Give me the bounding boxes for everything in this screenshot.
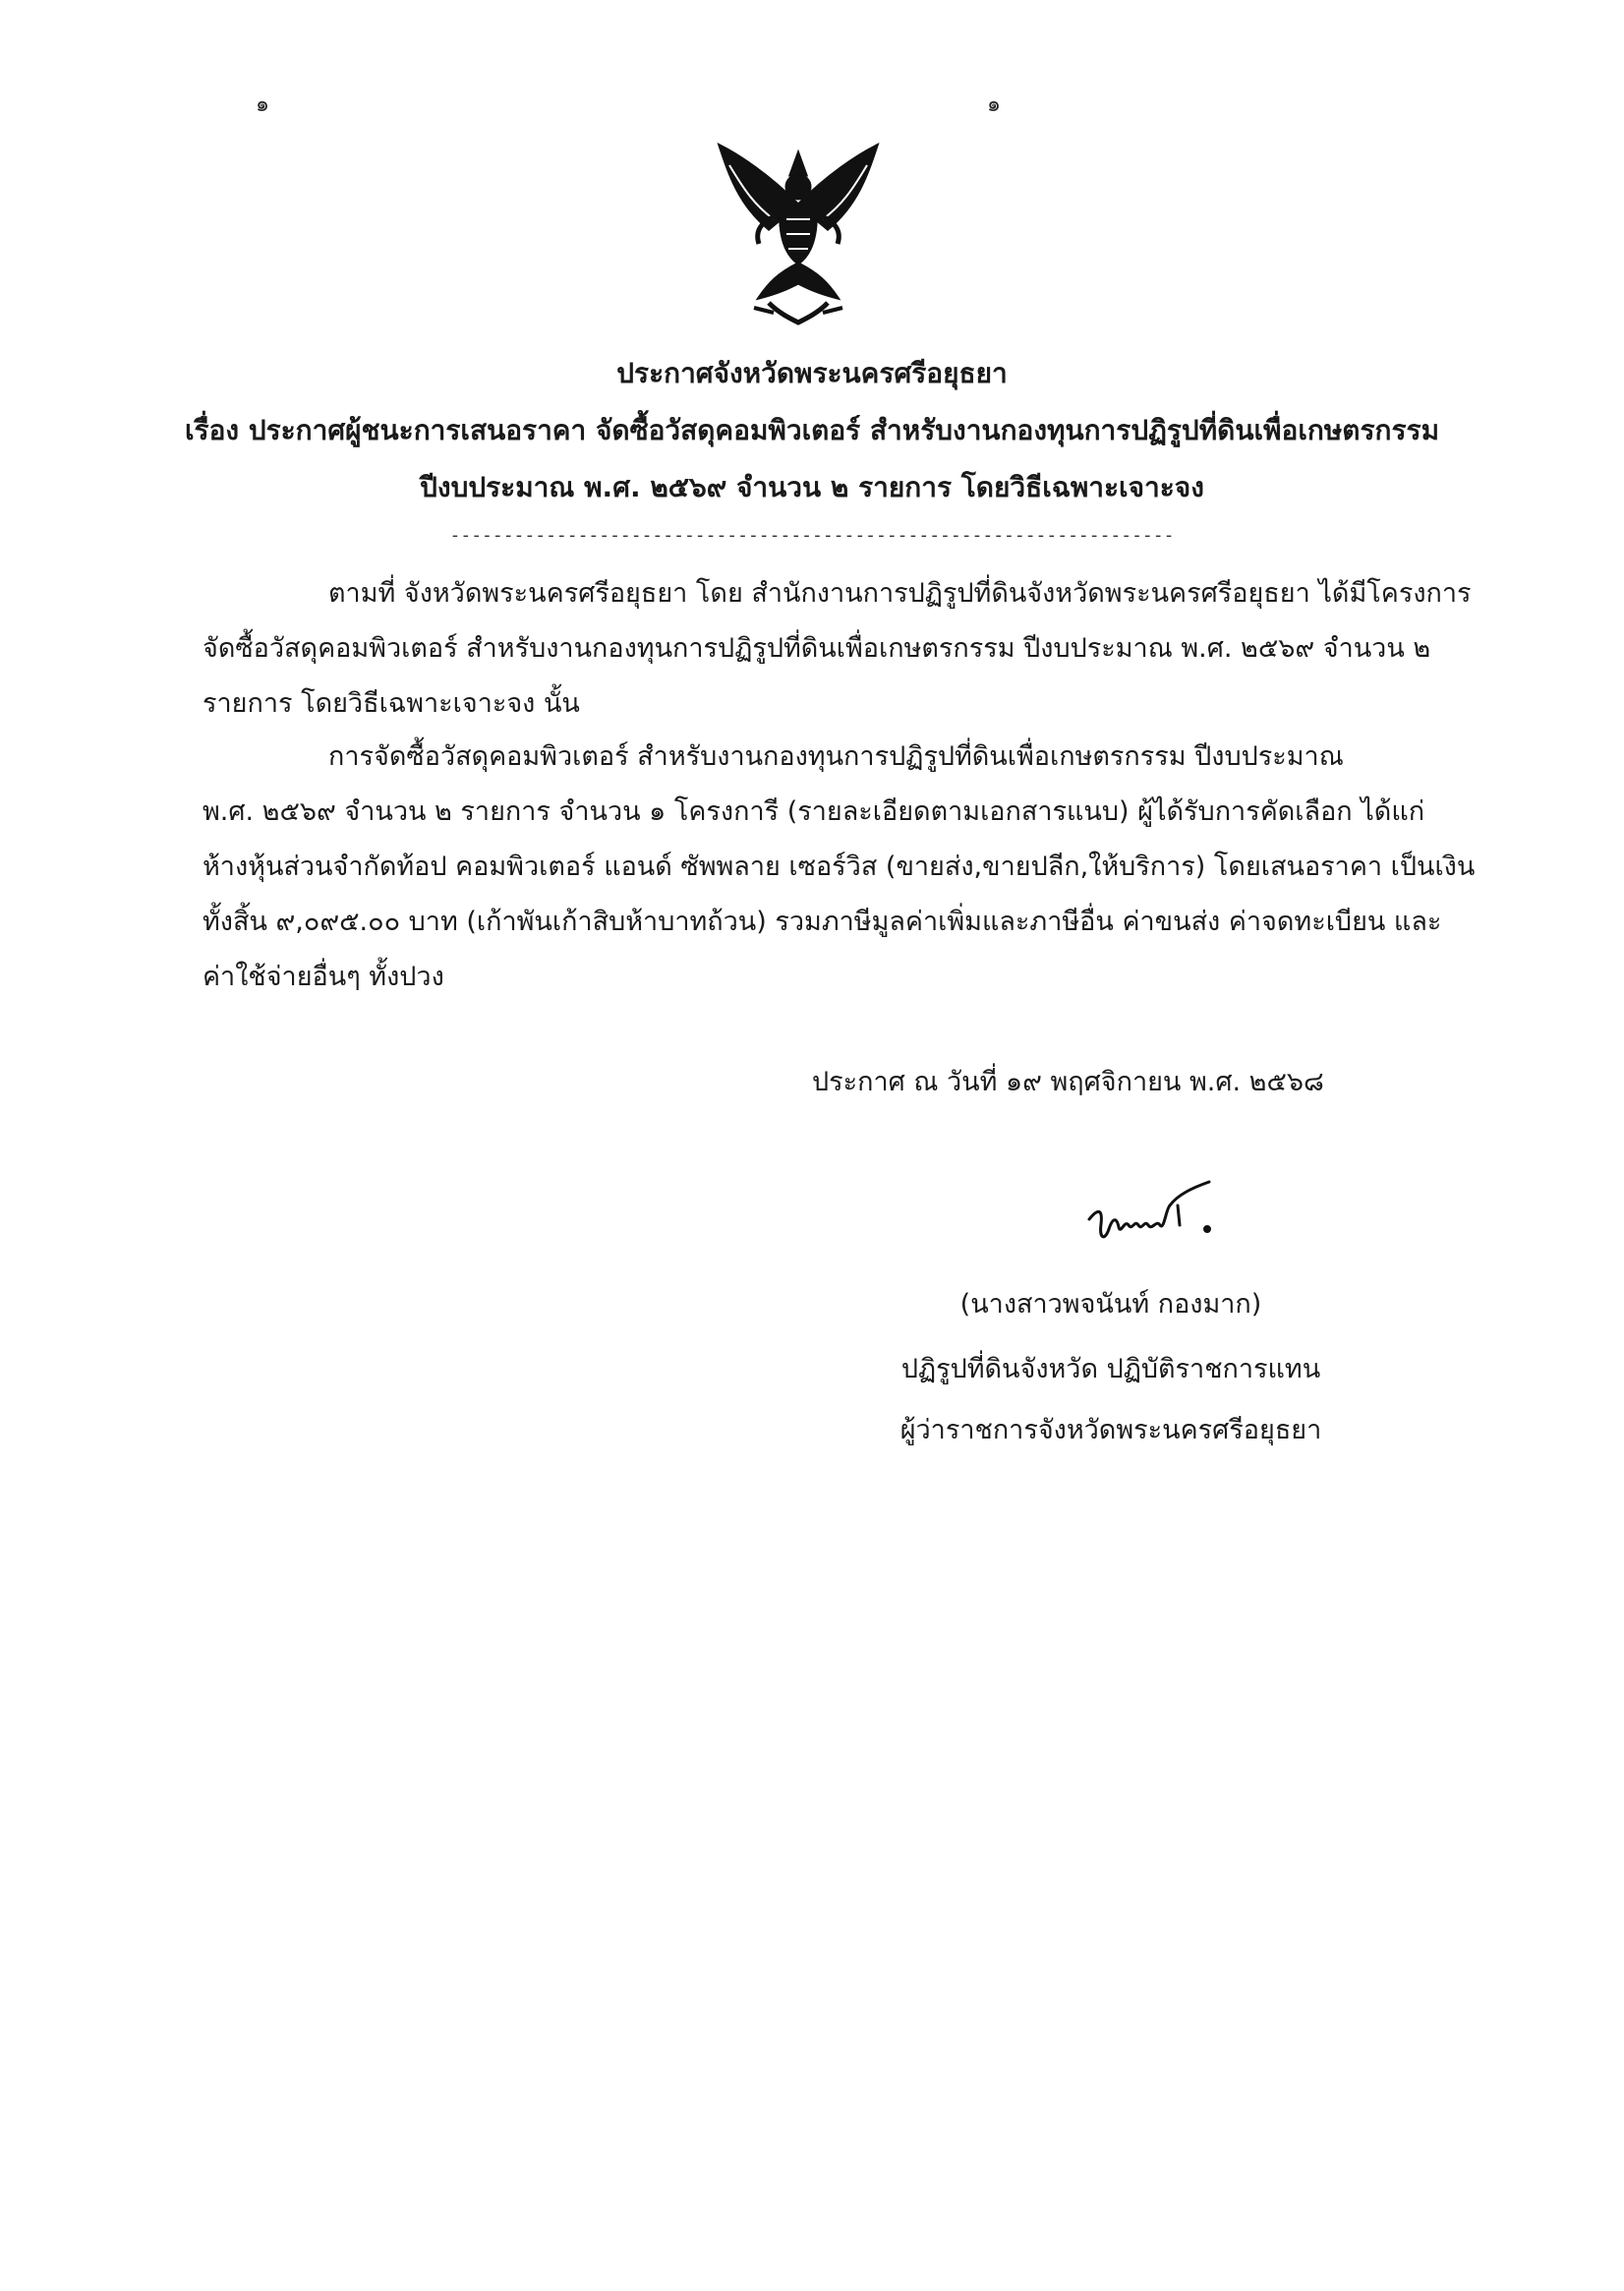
- handwritten-signature: [1079, 1170, 1237, 1259]
- paragraph-2-line: พ.ศ. ๒๕๖๙ จำนวน ๒ รายการ จำนวน ๑ โครงการี (รายละเอียดตามเอกสารแนบ) ผู้ได้รับการคัดเลือก ได้แก่: [203, 796, 1425, 827]
- document-subject-line-1: เรื่อง ประกาศผู้ชนะการเสนอราคา จัดซื้อวัสดุคอมพิวเตอร์ สำหรับงานกองทุนการปฏิรูปที่ดินเพื่อเกษตรกรรม: [184, 414, 1440, 446]
- document-subject-line-2: ปีงบประมาณ พ.ศ. ๒๕๖๙ จำนวน ๒ รายการ โดยวิธีเฉพาะเจาะจง: [420, 471, 1204, 503]
- garuda-emblem-icon: [700, 136, 897, 332]
- paragraph-2-line: ค่าใช้จ่ายอื่นๆ ทั้งปวง: [203, 962, 444, 992]
- paragraph-2-line: การจัดซื้อวัสดุคอมพิวเตอร์ สำหรับงานกองทุนการปฏิรูปที่ดินเพื่อเกษตรกรรม ปีงบประมาณ: [328, 741, 1344, 772]
- paragraph-1: [203, 566, 1472, 732]
- announcement-date: ประกาศ ณ วันที่ ๑๙ พฤศจิกายน พ.ศ. ๒๕๖๘: [812, 1067, 1324, 1097]
- paragraph-1-line: จัดซื้อวัสดุคอมพิวเตอร์ สำหรับงานกองทุนการปฏิรูปที่ดินเพื่อเกษตรกรรม ปีงบประมาณ พ.ศ. ๒๕๖๙ จำนวน ๒: [203, 633, 1431, 664]
- paragraph-2: [203, 730, 1476, 1005]
- paragraph-1-line: ตามที่ จังหวัดพระนครศรีอยุธยา โดย สำนักงานการปฏิรูปที่ดินจังหวัดพระนครศรีอยุธยา ได้มีโครงการ: [328, 578, 1472, 609]
- paragraph-2-line: ทั้งสิ้น ๙,๐๙๕.๐๐ บาท (เก้าพันเก้าสิบห้าบาทถ้วน) รวมภาษีมูลค่าเพิ่มและภาษีอื่น ค่าขนส่ง ค่าจดทะเบียน และ: [203, 907, 1442, 937]
- paragraph-1-line: รายการ โดยวิธีเฉพาะเจาะจง นั้น: [203, 688, 580, 719]
- signatory-position-1: ปฏิรูปที่ดินจังหวัด ปฏิบัติราชการแทน: [900, 1354, 1321, 1384]
- document-title: ประกาศจังหวัดพระนครศรีอยุธยา: [616, 357, 1008, 389]
- corner-mark-left: ๑: [256, 92, 269, 117]
- signatory-name: (นางสาวพจนันท์ กองมาก): [959, 1289, 1262, 1320]
- corner-mark-right: ๑: [987, 92, 1001, 117]
- signatory-position-2: ผู้ว่าราชการจังหวัดพระนครศรีอยุธยา: [899, 1415, 1322, 1445]
- paragraph-2-line: ห้างหุ้นส่วนจำกัดท้อป คอมพิวเตอร์ แอนด์ ซัพพลาย เซอร์วิส (ขายส่ง,ขายปลีก,ให้บริการ) โดยเสนอราคา เป็นเงิน: [203, 852, 1476, 882]
- header-divider: --------------------------------------------------------------------: [449, 525, 1175, 546]
